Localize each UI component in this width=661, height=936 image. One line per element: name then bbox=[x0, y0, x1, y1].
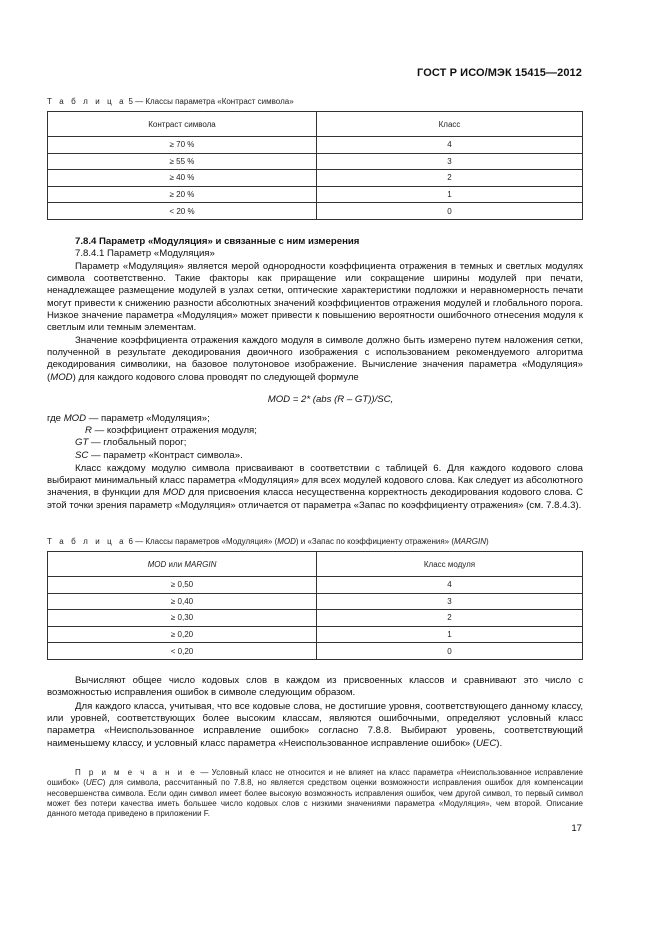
table-cell: ≥ 70 % bbox=[48, 137, 317, 154]
table-row bbox=[48, 137, 583, 154]
column-header: Класс bbox=[317, 112, 583, 137]
table-cell: 0 bbox=[317, 643, 583, 660]
table5-caption: Т а б л и ц а 5 — Классы параметра «Контраст символа» bbox=[47, 97, 294, 106]
definition-item: SC — параметр «Контраст символа». bbox=[75, 449, 243, 461]
table-cell: ≥ 0,30 bbox=[48, 610, 317, 627]
table-row bbox=[48, 170, 583, 187]
paragraph-codeword-count: Вычисляют общее число кодовых слов в каждом из присвоенных классов и сравнивают это число с возможностью исправления ошибок в символе следующим образом. bbox=[47, 675, 583, 699]
table-header-row bbox=[48, 552, 583, 577]
table-cell: ≥ 20 % bbox=[48, 186, 317, 203]
paragraph-grade-assignment: Класс каждому модулю символа присваивают в соответствии с таблицей 6. Для каждого кодового слова выбирают минимальный класс параметра «Модуляция» для всех модулей кодового слова. Как следует из абсолютного значения, в функции для MOD для присвоения класса несущественна корректность декодирования кодового слова. С этой точки зрения параметр «Модуляция» отличается от параметра «Запас по коэффициенту отражения» (см. 7.8.4.3). bbox=[47, 463, 583, 511]
page-number: 17 bbox=[571, 823, 582, 834]
table-cell: 4 bbox=[317, 137, 583, 154]
table-cell: 2 bbox=[317, 170, 583, 187]
table-cell: 3 bbox=[317, 153, 583, 170]
column-header: Контраст символа bbox=[48, 112, 317, 137]
table5 bbox=[47, 111, 583, 220]
paragraph-conditional-grade: Для каждого класса, учитывая, что все кодовые слова, не достигшие уровня, соответствующего данному классу, или уровней, соответствующих более высоким классам, являются ошибочными, определяют условный класс параметра «Неиспользованное исправление ошибок» согласно 7.8.8. Выбирают уровень, соответствующий наименьшему классу, и условный класс параметра «Неиспользованное исправление ошибок» (UEC). bbox=[47, 701, 583, 749]
definition-item: GT — глобальный порог; bbox=[75, 437, 187, 449]
table-row bbox=[48, 610, 583, 627]
table-cell: 2 bbox=[317, 610, 583, 627]
table-cell: ≥ 55 % bbox=[48, 153, 317, 170]
table-cell: 4 bbox=[317, 577, 583, 594]
column-header: MOD или MARGIN bbox=[48, 552, 317, 577]
table-row bbox=[48, 593, 583, 610]
table-row bbox=[48, 186, 583, 203]
table-cell: 3 bbox=[317, 593, 583, 610]
table-cell: ≥ 40 % bbox=[48, 170, 317, 187]
table-row bbox=[48, 203, 583, 220]
formula-definitions bbox=[47, 413, 583, 462]
paragraph-modulation-definition: Параметр «Модуляция» является мерой однородности коэффициента отражения в темных и светлых модулях символа соответственно. Такие факторы как приращение или сокращение ширины модулей при печати, ненадлежащее размещение модулей в узлах сетки, оптические характеристики подложки и неравномерность печати могут привести к снижению разности абсолютных значений коэффициентов отражения модулей и глобального порога. Низкое значение параметра «Модуляция» может привести к повышению вероятности ошибочного отнесения модуля к светлым или темным элементам. bbox=[47, 261, 583, 334]
table6-caption: Т а б л и ц а 6 — Классы параметров «Модуляция» (MOD) и «Запас по коэффициенту отражения» (MARGIN) bbox=[47, 537, 489, 546]
table-row bbox=[48, 577, 583, 594]
formula: MOD = 2* (abs (R – GT))/SC, bbox=[267, 394, 394, 405]
subsection-heading: 7.8.4.1 Параметр «Модуляция» bbox=[75, 248, 215, 259]
standard-header: ГОСТ Р ИСО/МЭК 15415—2012 bbox=[417, 67, 582, 79]
table-row bbox=[48, 626, 583, 643]
table-cell: ≥ 0,40 bbox=[48, 593, 317, 610]
table-row bbox=[48, 153, 583, 170]
table-header-row bbox=[48, 112, 583, 137]
table-cell: 1 bbox=[317, 186, 583, 203]
paragraph-measurement: Значение коэффициента отражения каждого модуля в символе должно быть измерено путем наложения сетки, полученной в результате декодирования двоичного изображения с использованием рекомендуемого алгоритма декодирования символики, на базовое полутоновое изображение. Вычисление значения параметра «Модуляция» (MOD) для каждого кодового слова проводят по следующей формуле bbox=[47, 335, 583, 383]
table-cell: < 0,20 bbox=[48, 643, 317, 660]
table-cell: ≥ 0,50 bbox=[48, 577, 317, 594]
table-cell: ≥ 0,20 bbox=[48, 626, 317, 643]
definition-where: где MOD — параметр «Модуляция»; bbox=[47, 413, 210, 424]
table-cell: 1 bbox=[317, 626, 583, 643]
definition-item: R — коэффициент отражения модуля; bbox=[85, 425, 257, 437]
column-header: Класс модуля bbox=[317, 552, 583, 577]
table-cell: 0 bbox=[317, 203, 583, 220]
section-heading: 7.8.4 Параметр «Модуляция» и связанные с ним измерения bbox=[75, 236, 360, 247]
table-cell: < 20 % bbox=[48, 203, 317, 220]
table6 bbox=[47, 551, 583, 660]
table-row bbox=[48, 643, 583, 660]
note: П р и м е ч а н и е — Условный класс не относится и не влияет на класс параметра «Неиспользованное исправление ошибок» (UEC) для символа, рассчитанный по 7.8.8, но является средством оценки возможности исправления ошибок для компенсации несовершенства символа. Если один символ имеет более высокую возможность исправления ошибок, чем другой символ, то первый символ может без потери качества иметь большее число кодовых слов с низкими значениями параметра «Модуляция», чем второй. Описание данного метода приведено в приложении F. bbox=[47, 768, 584, 819]
